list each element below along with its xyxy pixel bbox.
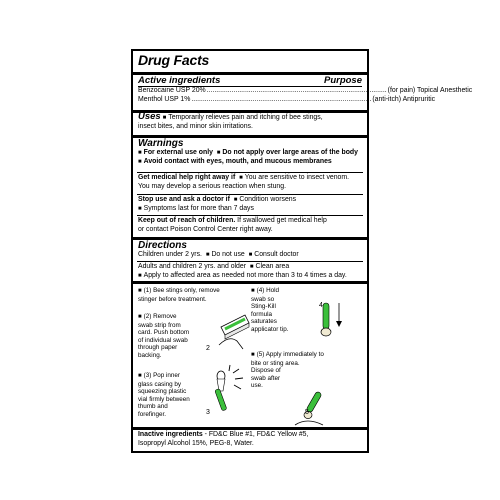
warnings-heading: Warnings <box>138 138 184 149</box>
medical-divider <box>137 194 363 195</box>
step-2-line: through paper <box>138 344 178 351</box>
stop-use-line2: ■ Symptoms last for more than 7 days <box>138 205 254 212</box>
step-2-number: 2 <box>206 345 210 352</box>
step-4-line: applicator tip. <box>251 325 289 333</box>
warning-large-areas: ■ Do not apply over large areas of the body <box>217 149 358 156</box>
ingredient-name: Menthol USP 1% <box>138 95 191 103</box>
keep-out-text: If swallowed get medical help <box>237 217 327 224</box>
leader-dots: .............................................................................................. <box>191 95 372 103</box>
purpose-heading: Purpose <box>323 75 362 86</box>
stop-use-lead: Stop use and ask a doctor if <box>138 196 230 203</box>
uses-heading: Uses <box>138 111 161 122</box>
step-5-line: use. <box>251 382 263 389</box>
step-2-line: swab strip from <box>138 321 181 329</box>
warning-external: ■ For external use only <box>138 149 213 156</box>
step-3-line: squeezing plastic <box>138 388 187 395</box>
step-2-line: card. Push bottom <box>138 329 190 336</box>
step-3-line: ■ (3) Pop inner <box>138 372 190 381</box>
step-2-line: of individual swab <box>138 336 188 344</box>
clean-area: ■ Clean area <box>250 263 289 270</box>
step-5-line: Dispose of <box>251 367 281 374</box>
active-ingredients-section <box>133 75 473 104</box>
step-3-number: 3 <box>206 409 210 416</box>
step-3-text <box>138 372 190 418</box>
medical-help-section <box>133 174 367 191</box>
drug-facts-title: Drug Facts <box>138 52 210 68</box>
medical-help-lead: Get medical help right away if <box>138 174 236 181</box>
stop-divider <box>137 215 363 216</box>
step-2-line: ■ (2) Remove <box>138 313 189 322</box>
directions-divider <box>137 261 363 262</box>
step-5-text <box>251 351 324 390</box>
uses-section <box>133 113 367 131</box>
keep-out-line2: or contact Poison Control Center right away. <box>138 225 273 233</box>
directions-rule <box>133 281 367 284</box>
active-ingredients-heading: Active ingredients <box>138 75 221 86</box>
step-4-line: swab so <box>251 295 275 303</box>
apply-swab-illustration <box>293 391 333 431</box>
warning-contact: ■ Avoid contact with eyes, mouth, and mucous membranes <box>138 158 332 165</box>
medical-help-text: ■ You are sensitive to insect venom. <box>239 174 349 181</box>
ingredient-purpose: (anti-itch) Antipruritic <box>372 95 436 103</box>
step-5-line: swab after <box>251 374 281 382</box>
step-4-number: 4 <box>319 302 323 309</box>
step-4-line: Sting-Kill <box>251 303 276 310</box>
directions-section <box>133 240 367 260</box>
step-1-line: ■ (1) Bee stings only, remove <box>138 287 220 296</box>
inactive-ingredients-text: - FD&C Blue #1, FD&C Yellow #5, <box>204 431 309 438</box>
step-5-number: 5 <box>305 409 309 416</box>
step-1-line: stinger before treatment. <box>138 295 207 303</box>
step-4-line: formula <box>251 310 272 318</box>
steps-rule <box>133 427 367 430</box>
warnings-section <box>133 138 367 166</box>
swab-strip-card-illustration <box>215 313 255 353</box>
step-1-text <box>138 287 220 303</box>
step-2-text <box>138 313 189 359</box>
step-4-text <box>251 287 288 333</box>
step-5-line: ■ (5) Apply immediately to <box>251 351 324 360</box>
drug-facts-panel <box>131 49 473 453</box>
do-not-use: ■ Do not use <box>206 251 245 258</box>
step-4-line: ■ (4) Hold <box>251 287 288 296</box>
step-3-line: glass casing by <box>138 380 182 388</box>
directions-heading: Directions <box>138 240 187 251</box>
adults-section <box>133 263 367 280</box>
uses-text-line2: insect bites, and minor skin irritations. <box>138 122 253 130</box>
step-3-line: vial firmly between <box>138 395 190 403</box>
medical-help-line2: You may develop a serious reaction when stung. <box>138 182 286 190</box>
children-under-2: Children under 2 yrs. <box>138 251 202 258</box>
inactive-ingredients-line2: Isopropyl Alcohol 15%, PEG-8, Water. <box>138 439 254 447</box>
ingredient-name: Benzocaine USP 20% <box>138 87 206 94</box>
ingredient-row <box>138 87 473 96</box>
inactive-ingredients-lead: Inactive ingredients <box>138 431 203 438</box>
ingredient-purpose: (for pain) Topical Anesthetic <box>387 87 473 94</box>
keep-out-lead: Keep out of reach of children. <box>138 217 236 224</box>
title-section <box>133 52 367 68</box>
step-3-line: thumb and <box>138 403 168 410</box>
step-2-line: backing. <box>138 351 162 359</box>
stop-use-section <box>133 196 367 213</box>
leader-dots: .............................................................................................. <box>206 87 387 94</box>
consult-doctor: ■ Consult doctor <box>249 251 299 258</box>
inactive-ingredients-section <box>133 431 367 448</box>
apply-instructions: ■ Apply to affected area as needed not more than 3 to 4 times a day. <box>138 272 347 279</box>
keep-out-section <box>133 217 367 234</box>
uses-text: ■ Temporarily relieves pain and itching of bee stings, <box>163 114 323 121</box>
stop-use-text: ■ Condition worsens <box>234 196 296 203</box>
warnings-divider <box>137 172 363 173</box>
step-4-line: saturates <box>251 318 277 325</box>
step-3-line: forefinger. <box>138 410 167 418</box>
ingredient-row <box>138 95 436 105</box>
step-5-line: bite or sting area. <box>251 359 300 367</box>
adults-children: Adults and children 2 yrs. and older <box>138 263 247 270</box>
